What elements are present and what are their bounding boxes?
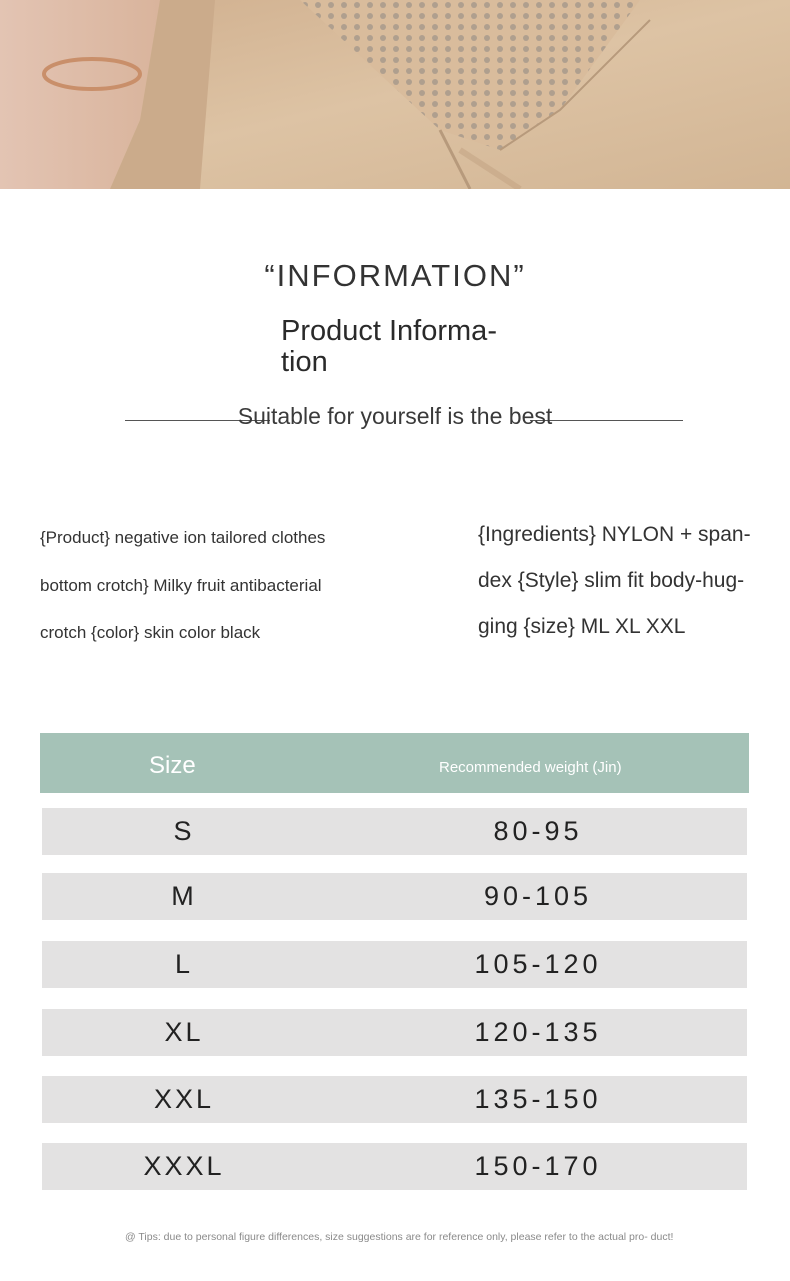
fabric-illustration: [0, 0, 790, 189]
product-description-left: {Product} negative ion tailored clothes bottom crotch} Milky fruit antibacterial crotch {color} skin color black: [40, 528, 326, 642]
table-row: [42, 808, 747, 855]
size-cell: XXL: [153, 1084, 215, 1114]
weight-cell: 120-135: [474, 1017, 602, 1047]
weight-cell: 80-95: [493, 816, 583, 846]
size-cell: S: [173, 816, 195, 846]
size-cell: XXXL: [143, 1151, 225, 1181]
table-row: [42, 873, 747, 920]
size-tips-note: @ Tips: due to personal figure differences, size suggestions are for reference only, please refer to the actual pro- duct!: [125, 1231, 674, 1243]
size-cell: L: [174, 949, 194, 979]
table-row: [42, 1143, 747, 1190]
table-row: [42, 1009, 747, 1056]
product-description-right: {Ingredients} NYLON + span- dex {Style} slim fit body-hug- ging {size} ML XL XXL: [478, 523, 751, 638]
weight-cell: 135-150: [474, 1084, 602, 1114]
page-subtitle: Suitable for yourself is the best: [237, 403, 553, 429]
size-table-header: [40, 733, 749, 793]
size-column-header: Size: [149, 752, 196, 779]
weight-cell: 90-105: [483, 881, 593, 911]
weight-column-header: Recommended weight (Jin): [439, 759, 622, 776]
table-row: [42, 1076, 747, 1123]
hero-product-photo: [0, 0, 790, 189]
weight-cell: 150-170: [474, 1151, 602, 1181]
size-cell: M: [171, 881, 197, 911]
table-row: [42, 941, 747, 988]
size-cell: XL: [164, 1017, 204, 1047]
section-eyebrow: “INFORMATION”: [264, 258, 526, 293]
weight-cell: 105-120: [474, 949, 602, 979]
page-title: Product Informa- tion: [281, 315, 497, 378]
